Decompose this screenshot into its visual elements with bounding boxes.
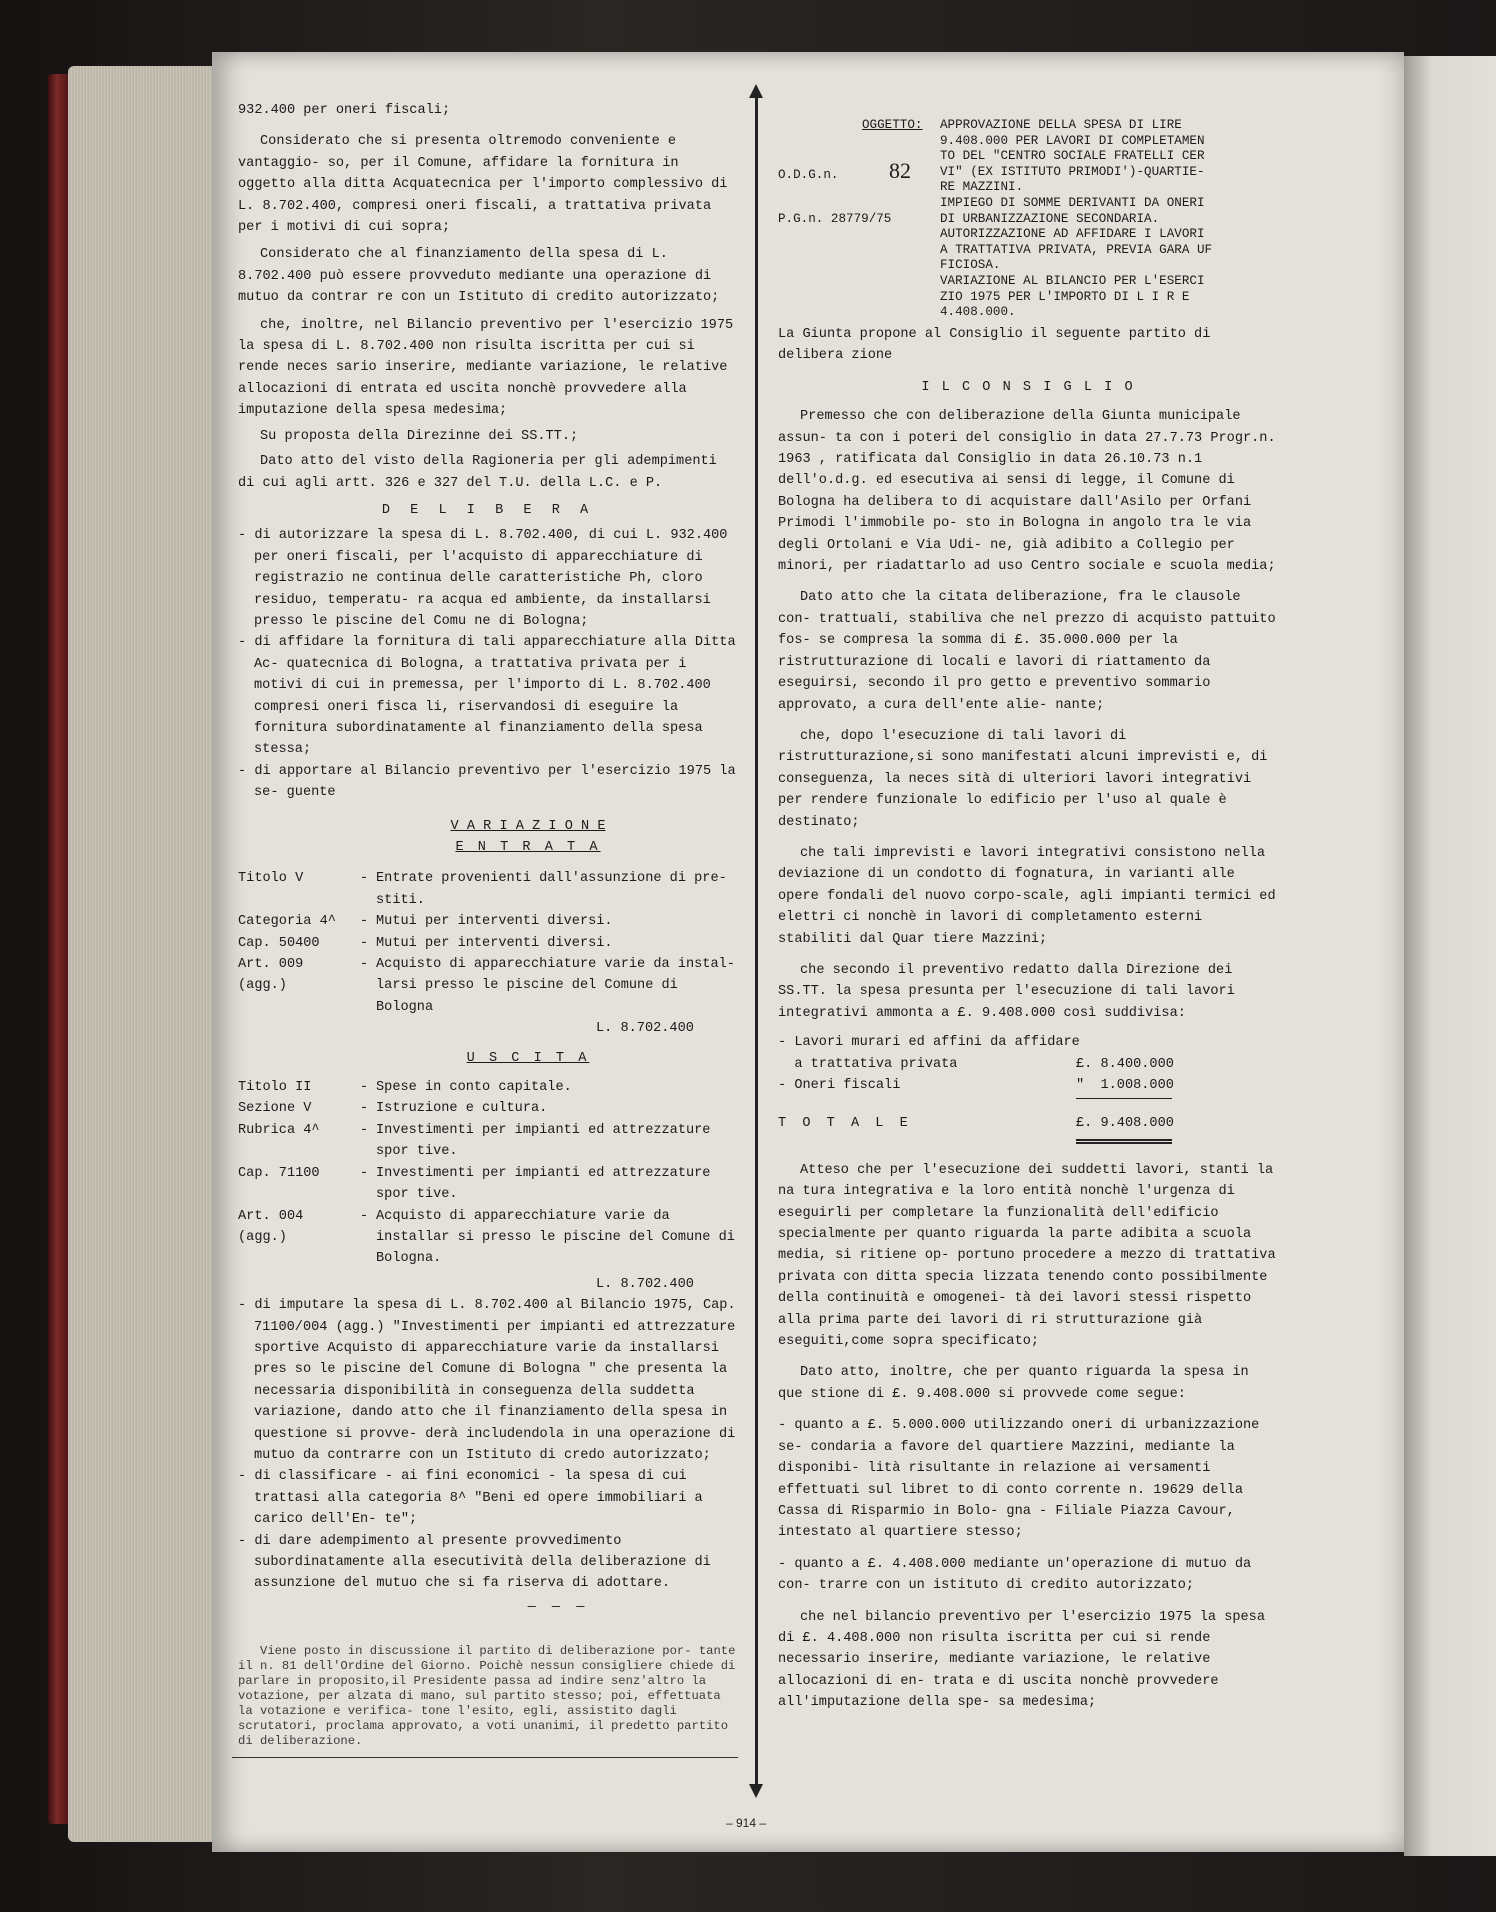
uscita-table [238, 1077, 738, 1295]
book-cover-edge [48, 74, 70, 1824]
page-number: – 914 – [726, 1816, 767, 1830]
entrata-heading: E N T R A T A [455, 840, 601, 855]
divider-arrow-top [749, 84, 763, 98]
left-column [238, 100, 738, 1764]
left-p4: che, inoltre, nel Bilancio preventivo per l'esercizio 1975 la spesa di L. 8.702.400 non risulta iscritta per cui si rende neces sario inserire, mediante variazione, le relative allocazioni di entrata ed uscita nonchè provvedere alla imputazione della spesa medesima; [238, 317, 734, 419]
delibera-item-3: - di apportare al Bilancio preventivo per l'esercizio 1975 la se- guente [238, 763, 736, 801]
entrata-row: Categoria 4^ - Mutui per interventi diversi. [238, 914, 613, 930]
cost-row: a trattativa privata £. 8.400.000 [778, 1056, 1174, 1072]
entrata-amount: L. 8.702.400 [596, 1021, 694, 1037]
total-value: £. 9.408.000 [1076, 1116, 1174, 1132]
right-p5: che secondo il preventivo redatto dalla Direzione dei SS.TT. la spesa presunta per l'esecuzione di tali lavori integrativi ammonta a £. 9.408.000 così suddivisa: [778, 962, 1235, 1021]
cost-row: - Lavori murari ed affini da affidare [778, 1035, 1080, 1051]
footer-rule [232, 1757, 738, 1758]
subtotal-rule [1076, 1098, 1172, 1099]
right-column [778, 324, 1278, 1714]
footer-note: Viene posto in discussione il partito di deliberazione por- tante il n. 81 dell'Ordine del Giorno. Poichè nessun consigliere chiede di parlare in proposito,il Presidente passa ad indire senz'altro la votazione, per alzata di mano, sul partito stesso; poi, effettuata la votazione e verifica- tone l'esito, egli, assistito dagli scrutatori, proclama approvato, a voti unanimi, il predetto partito di deliberazione. [238, 1644, 736, 1749]
odg-label: O.D.G.n. [778, 168, 839, 182]
right-intro: La Giunta propone al Consiglio il seguente partito di delibera zione [778, 327, 1211, 364]
entrata-row: Titolo V - Entrate provenienti dall'assunzione di pre- stiti. [238, 871, 727, 908]
entrata-row: Cap. 50400 - Mutui per interventi diversi. [238, 935, 613, 951]
left-p6: Dato atto del visto della Ragioneria per gli adempimenti di cui agli artt. 326 e 327 del T.U. della L.C. e P. [238, 454, 717, 491]
end-mark: — — — [527, 1599, 589, 1615]
uscita-row: Cap. 71100 - Investimenti per impianti ed attrezzature spor tive. [238, 1165, 711, 1203]
uscita-heading: U S C I T A [466, 1050, 590, 1066]
left-p3: Considerato che al finanziamento della spesa di L. 8.702.400 può essere provveduto mediante una operazione di mutuo da contrar re con un Istituto di credito autorizzato; [238, 247, 720, 306]
entrata-row: Art. 009 (agg.) - Acquisto di apparecchiature varie da instal- larsi presso le piscine del Comune di Bologna [238, 957, 735, 1015]
delibera-item-5: - di classificare - ai fini economici - la spesa di cui trattasi alla categoria 8^ "Beni ed opere immobiliari a carico dell'En- te"; [238, 1469, 703, 1528]
total-double-rule [1076, 1139, 1172, 1144]
left-p2: Considerato che si presenta oltremodo conveniente e vantaggio- so, per il Comune, affidare la fornitura in oggetto alla ditta Acquatecnica per l'importo complessivo di L. 8.702.400, compresi oneri fiscali, a trattativa privata per i motivi di cui sopra; [238, 134, 728, 236]
facing-page-edge [1404, 56, 1496, 1856]
variazione-heading: V A R I A Z I O N E [450, 818, 606, 834]
right-p6: Atteso che per l'esecuzione dei suddetti lavori, stanti la na tura integrativa e la loro entità nonchè l'urgenza di eseguirli per completare la funzionalità dell'edificio specialmente per quanto riguarda la parte adibita a scuola media, si ritiene op- portuno procedere a mezzo di trattativa privata con ditta specia lizzata tenendo conto possibilmente della continuità e omogenei- tà dei lavori stessi rispetto alla prima parte dei lavori di ri strutturazione già eseguiti,come sopra specificato; [778, 1162, 1276, 1350]
consiglio-heading: I L C O N S I G L I O [921, 379, 1135, 395]
right-p7: Dato atto, inoltre, che per quanto riguarda la spesa in que stione di £. 9.408.000 si provvede come segue: [778, 1365, 1249, 1402]
oggetto-block: OGGETTO: APPROVAZIONE DELLA SPESA DI LIRE 9.408.000 PER LAVORI DI COMPLETAMEN TO DEL "CENTRO SOCIALE FRATELLI CER VI" (EX ISTITUTO PRIMODI')-QUARTIE- RE MAZZINI. IMPIEGO DI SOMME DERIVANTI DA ONERI DI URBANIZZAZIONE SECONDARIA. AUTORIZZAZIONE AD AFFIDARE I LAVORI A TRATTATIVA PRIVATA, PREVIA GARA UF FICIOSA. VARIAZIONE AL BILANCIO PER L'ESERCI ZIO 1975 PER L'IMPORTO DI L I R E 4.408.000. [776, 118, 1246, 321]
right-p4: che tali imprevisti e lavori integrativi consistono nella deviazione di un condotto di fognatura, in varianti alle opere fondali del nuovo corpo-scale, agli impianti termici ed elettri ci nonchè in lavori di completamento esterni stabiliti dal Quar tiere Mazzini; [778, 845, 1276, 947]
delibera-item-4: - di imputare la spesa di L. 8.702.400 al Bilancio 1975, Cap. 71100/004 (agg.) "Investimenti per impianti ed attrezzature sportive Acquisto di apparecchiature varie da installarsi pres so le piscine del Comune di Bologna " che presenta la necessaria disponibilità in conseguenza della suddetta variazione, dando atto che il finanziamento della spesa in questione si provve- derà includendola in una operazione di mutuo da contrarre con un Istituto di credo autorizzato; [238, 1298, 736, 1463]
delibera-item-2: - di affidare la fornitura di tali apparecchiature alla Ditta Ac- quatecnica di Bologna, a trattativa privata per i motivi di cui in premessa, per l'importo di L. 8.702.400 compresi oneri fisca li, riservandosi di eseguire la fornitura subordinatamente al finanziamento della spesa stessa; [238, 635, 736, 758]
left-p5: Su proposta della Direzinne dei SS.TT.; [260, 428, 579, 444]
cost-table [778, 1032, 1278, 1144]
delibera-heading: D E L I B E R A [381, 502, 595, 518]
right-p2: Dato atto che la citata deliberazione, fra le clausole con- trattuali, stabiliva che nel prezzo di acquisto pattuito fos- se compresa la somma di £. 35.000.000 per la ristrutturazione di locali e lavori di riattamento da eseguirsi, secondo il pro getto e preventivo sommario approvato, a cura dell'ente alie- nante; [778, 590, 1276, 713]
total-row [778, 1113, 1278, 1134]
right-p1: Premesso che con deliberazione della Giunta municipale assun- ta con i poteri del consiglio in data 27.7.73 Progr.n. 1963 , ratificata dal Consiglio in data 26.10.73 n.1 dell'o.d.g. ed esecutiva ai sensi di legge, il Comune di Bologna ha delibera to di acquistare dall'Asilo per Orfani Primodi l'immobile po- sto in Bologna in angolo tra le via degli Ortolani e Via Udi- ne, già adibito a Collegio per minori, per riadattarlo ad uso Centro sociale e scuola media; [778, 409, 1276, 575]
delibera-item-1: - di autorizzare la spesa di L. 8.702.400, di cui L. 932.400 per oneri fiscali, per l'acquisto di apparecchiature di registrazio ne continua delle caratteristiche Ph, cloro residuo, temperatu- ra acqua ed ambiente, da installarsi presso le piscine del Comu ne di Bologna; [238, 528, 728, 629]
uscita-amount: L. 8.702.400 [596, 1276, 694, 1292]
odg-number: 82 [889, 158, 911, 183]
cost-row: - Oneri fiscali " 1.008.000 [778, 1078, 1174, 1093]
right-p3: che, dopo l'esecuzione di tali lavori di ristrutturazione,si sono manifestati alcuni imprevisti e, di conseguenza, la neces sità di ulteriori lavori integrativi per rendere funzionale lo edificio per l'uso al quale è destinato; [778, 728, 1268, 830]
delibera-item-6: - di dare adempimento al presente provvedimento subordinatamente alla esecutività della deliberazione di assunzione del mutuo che si fa riserva di adottare. [238, 1533, 711, 1592]
column-divider [755, 88, 758, 1788]
divider-arrow-bottom [749, 1784, 763, 1798]
right-p9: - quanto a £. 4.408.000 mediante un'operazione di mutuo da con- trarre con un istituto di credito autorizzato; [778, 1556, 1252, 1594]
total-label: T O T A L E [778, 1116, 912, 1132]
uscita-row: Sezione V - Istruzione e cultura. [238, 1101, 548, 1117]
uscita-row: Art. 004 (agg.) - Acquisto di apparecchiature varie da installar si presso le piscine del Comune di Bologna. [238, 1208, 735, 1267]
book-pages-edge [68, 66, 216, 1842]
right-p8: - quanto a £. 5.000.000 utilizzando oneri di urbanizzazione se- condaria a favore del quartiere Mazzini, mediante la disponibi- lità risultante in relazione ai versamenti effettuati sul libret to di conto corrente n. 19629 della Cassa di Risparmio in Bolo- gna - Filiale Piazza Cavour, intestato al quartiere stesso; [778, 1418, 1260, 1541]
uscita-row: Rubrica 4^ - Investimenti per impianti ed attrezzature spor tive. [238, 1122, 711, 1160]
right-p10: che nel bilancio preventivo per l'esercizio 1975 la spesa di £. 4.408.000 non risulta iscritta per cui si rende necessario inserire, mediante variazione, le relative allocazioni di en- trata e di uscita nonchè provvedere all'imputazione della spe- sa medesima; [778, 1609, 1265, 1711]
uscita-row: Titolo II - Spese in conto capitale. [238, 1080, 572, 1096]
entrata-table [238, 868, 738, 1039]
oggetto-text: APPROVAZIONE DELLA SPESA DI LIRE 9.408.000 PER LAVORI DI COMPLETAMEN TO DEL "CENTRO SOCIALE FRATELLI CER VI" (EX ISTITUTO PRIMODI')-QUARTIE- RE MAZZINI. IMPIEGO DI SOMME DERIVANTI DA ONERI DI URBANIZZAZIONE SECONDARIA. AUTORIZZAZIONE AD AFFIDARE I LAVORI A TRATTATIVA PRIVATA, PREVIA GARA UF FICIOSA. VARIAZIONE AL BILANCIO PER L'ESERCI ZIO 1975 PER L'IMPORTO DI L I R E 4.408.000. [940, 118, 1213, 320]
pg-label: P.G.n. 28779/75 [778, 212, 892, 226]
left-p1: 932.400 per oneri fiscali; [238, 103, 451, 118]
